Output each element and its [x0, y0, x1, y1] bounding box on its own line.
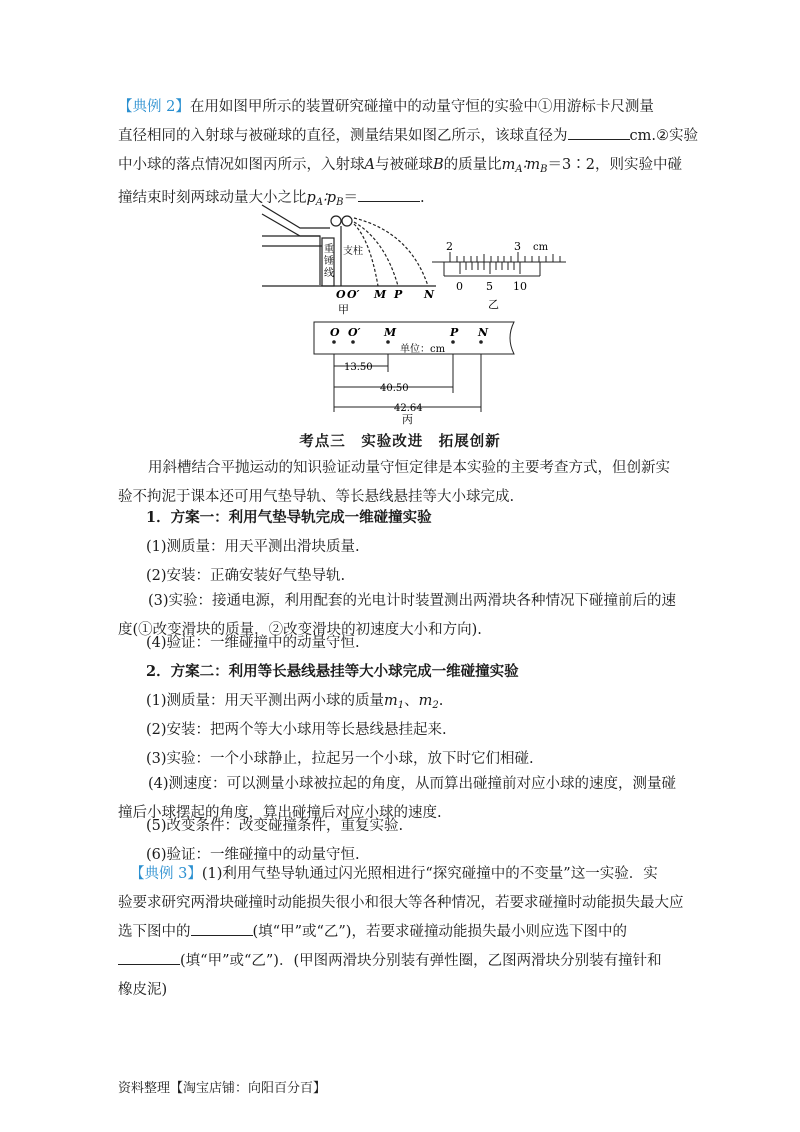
yi-unit: cm — [533, 242, 549, 253]
example2-line3c: 的质量比 — [443, 157, 502, 173]
example3-line4b: (填“甲”或“乙”)．(甲图两滑块分别装有弹性圈，乙图两滑块分别装有撞针和 — [180, 953, 662, 969]
jia-point-n: N — [424, 288, 435, 301]
momentum-symbol-a: p — [306, 190, 316, 206]
jia-point-m: M — [374, 288, 387, 301]
yi-caption: 乙 — [488, 298, 499, 311]
mass-m1-sub: 1 — [397, 700, 405, 711]
bing-point-o2: O′ — [348, 326, 361, 339]
answer-blank-max-loss — [191, 921, 253, 936]
yi-vernier-10: 10 — [513, 280, 527, 293]
example2-line3a: 中小球的落点情况如图丙所示，入射球 — [118, 157, 365, 173]
mass-symbol-a: m — [501, 157, 516, 173]
bing-dist-op: 40.50 — [380, 383, 409, 394]
momentum-sub-b: B — [336, 197, 344, 208]
label-plumb-3: 线 — [324, 268, 334, 279]
example3-line1: (1)利用气垫导轨通过闪光照相进行“探究碰撞中的不变量”这一实验．实 — [201, 866, 658, 882]
bing-point-p: P — [450, 326, 459, 339]
yi-vernier-5: 5 — [486, 280, 493, 293]
example2-line4b: ＝ — [343, 190, 358, 206]
ball-b-symbol: B — [432, 157, 444, 173]
experiment-figures — [0, 0, 800, 430]
figure-yi — [432, 252, 566, 276]
plan2-title: 2．方案二：利用等长悬线悬挂等大小球完成一维碰撞实验 — [146, 663, 519, 680]
yi-main-3: 3 — [514, 240, 521, 253]
label-plumb-1: 重 — [324, 244, 334, 255]
plan2-step1-text: (1)测质量：用天平测出两小球的质量 — [146, 693, 385, 709]
bing-dist-om: 13.50 — [344, 362, 373, 373]
yi-vernier-0: 0 — [456, 280, 463, 293]
bing-point-o: O — [330, 326, 340, 339]
label-pole: 支柱 — [343, 246, 363, 257]
example2-line2a: 直径相同的入射球与被碰球的直径，测量结果如图乙所示，该球直径为 — [118, 128, 568, 144]
mass-symbol-b: ∶m — [522, 157, 541, 173]
footer-note: 资料整理【淘宝店铺：向阳百分百】 — [118, 1081, 327, 1096]
jia-point-p: P — [394, 288, 403, 301]
ball-a-symbol: A — [364, 157, 375, 173]
yi-main-2: 2 — [446, 240, 453, 253]
bing-unit: 单位：cm — [400, 344, 446, 355]
jia-point-o2: O′ — [347, 288, 360, 301]
jia-caption: 甲 — [338, 303, 349, 316]
section-heading: 考点三 实验改进 拓展创新 — [299, 433, 501, 450]
plan2-step6: (6)验证：一维碰撞中的动量守恒. — [146, 847, 360, 863]
plan2-step1-sep: 、 — [404, 693, 419, 709]
example2-line1: 在用如图甲所示的装置研究碰撞中的动量守恒的实验中①用游标卡尺测量 — [189, 99, 654, 115]
plan2-step4: (4)测速度：可以测量小球被拉起的角度，从而算出碰撞前对应小球的速度，测量碰撞后小球摆起的角度，算出碰撞后对应小球的速度. — [118, 776, 677, 821]
example3-line3b: (填“甲”或“乙”)，若要求碰撞动能损失最小则应选下图中的 — [252, 924, 627, 940]
mass-sub-b: B — [540, 164, 548, 175]
mass-sub-a: A — [515, 164, 523, 175]
plan2-step1 — [146, 690, 443, 717]
label-plumb-2: 锤 — [324, 256, 334, 267]
momentum-symbol-b: ∶p — [323, 190, 337, 206]
example3-line2: 验要求研究两滑块碰撞时动能损失很小和很大等各种情况，若要求碰撞时动能损失最大应 — [118, 895, 684, 911]
answer-blank-min-loss — [118, 950, 180, 965]
mass-m2-sub: 2 — [432, 700, 439, 711]
plan2-step1-end: . — [438, 693, 444, 709]
bing-point-n: N — [478, 326, 489, 339]
example3-tag: 【典例 3】 — [130, 866, 202, 882]
plan1-step2: (2)安装：正确安装好气垫导轨. — [146, 568, 346, 584]
mass-m2-symbol: m — [418, 693, 433, 709]
example3-paragraph — [118, 860, 684, 1005]
mass-m1-symbol: m — [384, 693, 398, 709]
example2-line4a: 撞结束时刻两球动量大小之比 — [118, 190, 307, 206]
plan2-step3: (3)实验：一个小球静止，拉起另一个小球，放下时它们相碰. — [146, 751, 534, 767]
example2-line2b: cm.②实验 — [629, 128, 698, 144]
momentum-sub-a: A — [315, 197, 324, 208]
jia-point-o: O — [336, 288, 346, 301]
plan1-step4: (4)验证：一维碰撞中的动量守恒. — [146, 635, 360, 651]
plan1-title: 1．方案一：利用气垫导轨完成一维碰撞实验 — [146, 509, 432, 526]
example3-line5: 橡皮泥) — [118, 982, 168, 998]
plan2-step5: (5)改变条件：改变碰撞条件，重复实验. — [146, 818, 404, 834]
plan1-step1: (1)测质量：用天平测出滑块质量. — [146, 539, 360, 555]
plan1-step3: (3)实验：接通电源，利用配套的光电计时装置测出两滑块各种情况下碰撞前后的速度(①改变滑块的质量．②改变滑块的初速度大小和方向). — [118, 593, 677, 638]
example2-line3d: ＝3∶2，则实验中碰 — [547, 157, 682, 173]
bing-caption: 丙 — [402, 413, 413, 426]
example2-line3b: 与被碰球 — [374, 157, 433, 173]
example3-line3a: 选下图中的 — [118, 924, 191, 940]
plan2-step2: (2)安装：把两个等大小球用等长悬线悬挂起来. — [146, 722, 447, 738]
intro-paragraph: 用斜槽结合平抛运动的知识验证动量守恒定律是本实验的主要考查方式，但创新实验不拘泥于课本还可用气垫导轨、等长悬线悬挂等大小球完成. — [118, 460, 670, 505]
bing-point-m: M — [384, 326, 397, 339]
example2-line4-end: . — [419, 190, 425, 206]
bing-dist-on: 42.64 — [394, 403, 423, 414]
example2-tag: 【典例 2】 — [118, 99, 190, 115]
